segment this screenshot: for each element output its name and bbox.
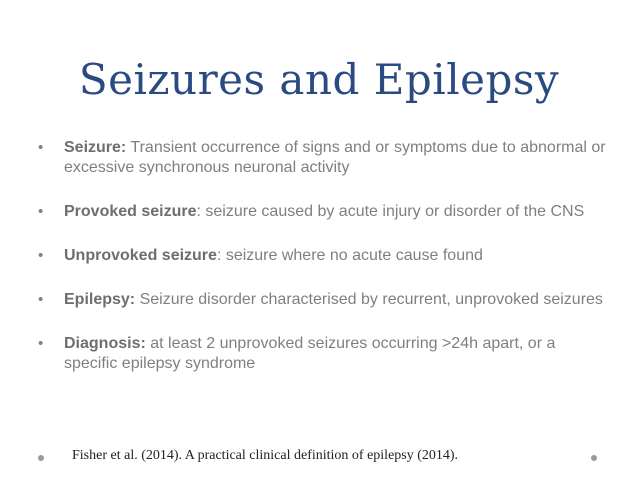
bullet-list — [38, 138, 608, 398]
bullet-provoked-seizure — [38, 202, 608, 222]
bullet-term: Diagnosis: — [64, 335, 146, 352]
footer-citation: Fisher et al. (2014). A practical clinical definition of epilepsy (2014). — [72, 448, 459, 463]
bullet-term: Epilepsy: — [64, 291, 136, 308]
bullet-marker: • — [38, 139, 44, 156]
bullet-diagnosis — [38, 334, 608, 374]
bullet-text: : seizure caused by acute injury or disorder of the CNS — [196, 203, 585, 220]
bullet-term: Unprovoked seizure — [64, 247, 217, 264]
footer-left-dot-icon — [38, 455, 44, 461]
footer-right-dot-icon — [591, 455, 597, 461]
bullet-text: : seizure where no acute cause found — [216, 247, 483, 264]
bullet-term: Seizure: — [64, 139, 127, 156]
bullet-text: at least 2 unprovoked seizures occurring >24h apart, or a specific epilepsy syndrome — [64, 335, 556, 372]
bullet-seizure — [38, 138, 608, 178]
bullet-marker: • — [38, 335, 44, 352]
slide-title: Seizures and Epilepsy — [78, 55, 560, 104]
bullet-term: Provoked seizure — [64, 203, 197, 220]
bullet-epilepsy — [38, 290, 608, 310]
bullet-text: Seizure disorder characterised by recurrent, unprovoked seizures — [135, 291, 603, 308]
bullet-marker: • — [38, 203, 44, 220]
bullet-marker: • — [38, 247, 44, 264]
bullet-unprovoked-seizure — [38, 246, 608, 266]
bullet-text: Transient occurrence of signs and or symptoms due to abnormal or excessive synchronous neuronal activity — [64, 139, 606, 176]
bullet-marker: • — [38, 291, 44, 308]
